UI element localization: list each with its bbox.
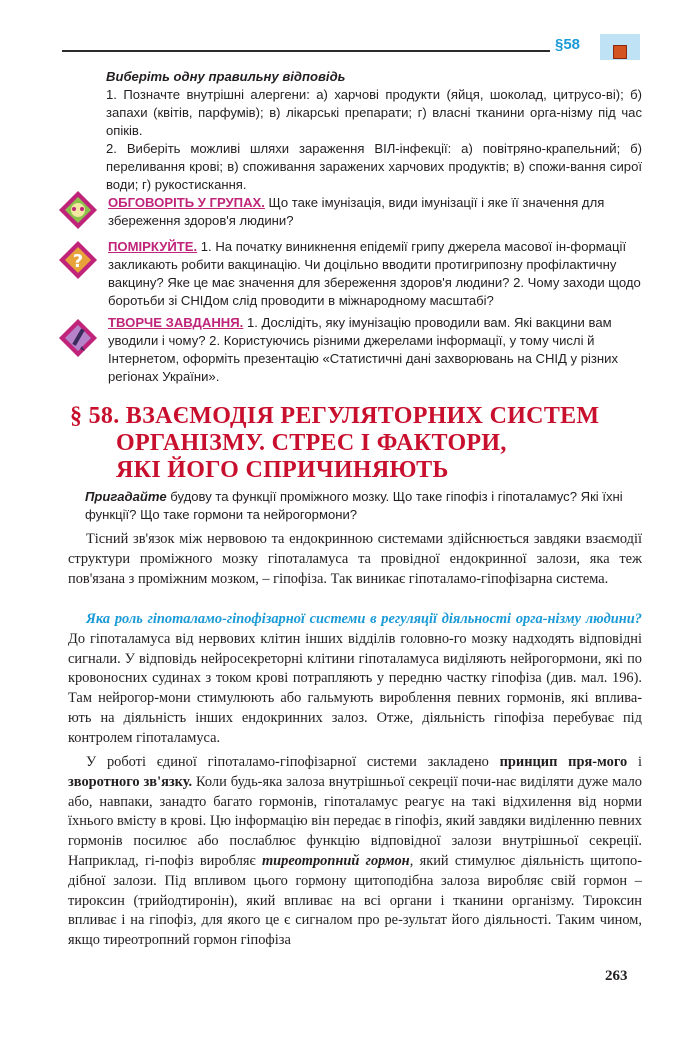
- p3-bold-1: принцип пря-мого: [499, 754, 628, 770]
- title-line-2: ОРГАНІЗМУ. СТРЕС І ФАКТОРИ,: [116, 430, 507, 456]
- quiz-question-2: 2. Виберіть можливі шляхи зараження ВІЛ-інфекції: а) повітряно-крапельний; б) переливання крові; в) споживання заражених харчових продуктів; в) спожи-вання сирої води; г) рукостискання.: [106, 141, 642, 192]
- quiz-block: [106, 68, 642, 194]
- creative-icon: [58, 318, 98, 358]
- section-title: [70, 403, 650, 484]
- paragraph-1: Тісний зв'язок між нервовою та ендокринною системами здійснюється завдяки взаємодії структури проміжного мозку гіпоталамуса та провідної ендокринної залози, яка теж пов'язана з проміжним мозком, – гіпофіза. Так виникає гіпоталамо-гіпофізарна система.: [68, 531, 642, 587]
- paragraph-2-question: Яка роль гіпоталамо-гіпофізарної системи в регуляції діяльності орга-нізму людини?: [86, 611, 642, 627]
- quiz-question-1: 1. Позначте внутрішні алергени: а) харчові продукти (яйця, шоколад, цитрусо-ві); б) запахи (квітів, парфумів); в) лікарські препарати; г) власні тканини орга-нізму під час опіків.: [106, 87, 642, 138]
- corner-decoration: [600, 34, 640, 60]
- corner-square: [613, 45, 627, 59]
- p3-part-4: , який стимулює діяльність щитопо-дібної залози. Під впливом цього гормону щитоподібна залоза виробляє свій гормон – тироксин (трийодтиронін), який впливає на всі органи і тканини організму. Тироксин впливає і на гіпофіз, для якого це є сигналом про ре-зультат його діяльності. Таким чином, якщо тиреотропний гормон гіпофіза: [68, 852, 643, 949]
- discuss-text: Що таке імунізація, види імунізації і яке її значення для збереження здоров'я людини?: [108, 195, 605, 228]
- quiz-title: Виберіть одну правильну відповідь: [106, 69, 346, 84]
- creative-label: ТВОРЧЕ ЗАВДАННЯ.: [108, 315, 244, 330]
- think-icon: [58, 240, 98, 280]
- remember-label: Пригадайте: [85, 489, 167, 504]
- p3-part-3: Коли будь-яка залоза внутрішньої секреції почи-нає виділяти дуже мало або, навпаки, занадто багато гормонів, гіпоталамус реагує на такі відхилення від норми їхнього вмісту в крові. Цю інформацію він передає в гіпофіз, який завдяки виділенню певних гормонів посилює або послаблює функцію відповідної залози внутрішньої секреції. Наприклад, гі-пофіз виробляє: [68, 773, 642, 869]
- creative-text: 1. Дослідіть, яку імунізацію проводили вам. Які вакцини вам уводили і чому? 2. Користуючись різними джерелами інформації, у тому числі й Інтернетом, оформіть презентацію «Статистичні дані захворювань на СНІД у різних регіонах України».: [108, 315, 619, 384]
- paragraph-2-text: До гіпоталамуса від нервових клітин інших відділів головно-го мозку надходять відповідні сигнали. У відповідь нейросекреторні клітини гіпоталамуса виділяють нейрогормони, які по кровоносних судинах з током крові потрапляють у передню частку гіпофіза (див. мал. 196). Там нейрогор-мони стимулюють або гальмують вироблення певних гормонів, які вплива-ють на діяльність інших ендокринних залоз. Отже, діяльність гіпофіза перебуває під контролем гіпоталамуса.: [68, 630, 642, 746]
- think-text: 1. На початку виникнення епідемії грипу джерела масової ін-формації закликають робити вакцинацію. Чи доцільно вводити протигрипозну профілактичну вакцину? Яке це має значення для збереження здоров'я людини? 2. Чому заходи щодо боротьби зі СНІДом слід проводити в міжнародному масштабі?: [108, 239, 641, 308]
- p3-bold-2: зворотного зв'язку.: [68, 773, 193, 790]
- header-rule: [62, 50, 550, 52]
- creative-task: [108, 314, 642, 386]
- paragraph-2: [68, 610, 642, 749]
- think-label: ПОМІРКУЙТЕ.: [108, 239, 198, 254]
- think-task: [108, 238, 642, 310]
- p3-part-2: і: [627, 754, 642, 770]
- section-tag: §58: [555, 36, 581, 53]
- page-number: 263: [605, 968, 628, 984]
- discuss-task: [108, 194, 642, 230]
- svg-text:?: ?: [72, 251, 84, 272]
- remember-text: будову та функції проміжного мозку. Що таке гіпофіз і гіпоталамус? Які їхні функції? Що таке гормони та нейрогормони?: [85, 489, 623, 522]
- title-line-3: ЯКІ ЙОГО СПРИЧИНЯЮТЬ: [116, 457, 449, 483]
- p3-part-1: У роботі єдиної гіпоталамо-гіпофізарної системи закладено: [86, 754, 500, 770]
- discuss-icon: [58, 190, 98, 230]
- paragraph-3: [68, 753, 642, 951]
- title-line-1: § 58. ВЗАЄМОДІЯ РЕГУЛЯТОРНИХ СИСТЕМ: [70, 403, 600, 429]
- discuss-label: ОБГОВОРІТЬ У ГРУПАХ.: [108, 195, 265, 210]
- p3-bold-3: тиреотропний гормон: [261, 852, 410, 869]
- remember-block: [85, 488, 641, 524]
